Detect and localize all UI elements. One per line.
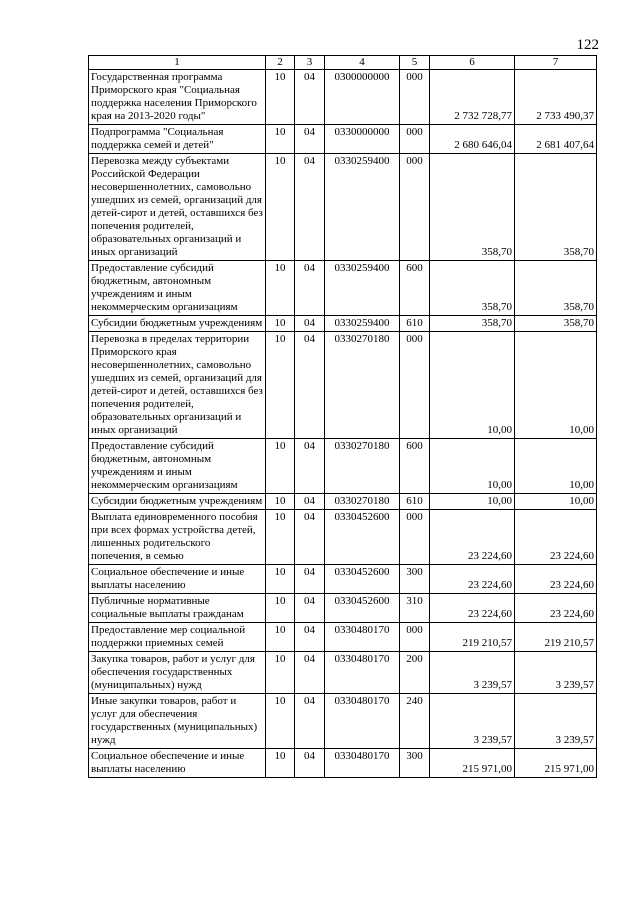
row-amount-1-cell: 219 210,57: [430, 623, 515, 652]
table-row: [89, 623, 597, 652]
row-section-cell: 10: [266, 332, 295, 439]
row-subsection-cell: 04: [295, 494, 325, 510]
row-subsection-cell: 04: [295, 623, 325, 652]
header-cell-1: 1: [89, 56, 266, 70]
table-row: [89, 125, 597, 154]
row-amount-2-cell: 358,70: [515, 261, 597, 316]
header-cell-6: 6: [430, 56, 515, 70]
row-expense-type-cell: 600: [400, 439, 430, 494]
row-subsection-cell: 04: [295, 652, 325, 694]
row-amount-2-cell: 3 239,57: [515, 652, 597, 694]
row-section-cell: 10: [266, 316, 295, 332]
row-amount-2-cell: 10,00: [515, 494, 597, 510]
row-section-cell: 10: [266, 749, 295, 778]
row-amount-2-cell: 23 224,60: [515, 594, 597, 623]
row-expense-type-cell: 000: [400, 332, 430, 439]
row-amount-2-cell: 358,70: [515, 154, 597, 261]
row-amount-1-cell: 10,00: [430, 332, 515, 439]
row-name-cell: Закупка товаров, работ и услуг для обеспечения государственных (муниципальных) нужд: [89, 652, 266, 694]
header-cell-3: 3: [295, 56, 325, 70]
row-section-cell: 10: [266, 565, 295, 594]
header-row: [89, 56, 597, 70]
row-subsection-cell: 04: [295, 565, 325, 594]
row-subsection-cell: 04: [295, 316, 325, 332]
row-amount-2-cell: 215 971,00: [515, 749, 597, 778]
row-expense-type-cell: 000: [400, 125, 430, 154]
row-amount-2-cell: 10,00: [515, 439, 597, 494]
row-section-cell: 10: [266, 510, 295, 565]
row-amount-2-cell: 10,00: [515, 332, 597, 439]
row-subsection-cell: 04: [295, 332, 325, 439]
table-row: [89, 749, 597, 778]
row-name-cell: Подпрограмма "Социальная поддержка семей и детей": [89, 125, 266, 154]
row-target-article-cell: 0330480170: [325, 652, 400, 694]
row-amount-1-cell: 23 224,60: [430, 565, 515, 594]
row-subsection-cell: 04: [295, 439, 325, 494]
row-name-cell: Публичные нормативные социальные выплаты гражданам: [89, 594, 266, 623]
table-row: [89, 154, 597, 261]
row-name-cell: Выплата единовременного пособия при всех формах устройства детей, лишенных родительского попечения, в семью: [89, 510, 266, 565]
row-amount-1-cell: 2 680 646,04: [430, 125, 515, 154]
row-subsection-cell: 04: [295, 594, 325, 623]
row-target-article-cell: 0330259400: [325, 261, 400, 316]
row-expense-type-cell: 240: [400, 694, 430, 749]
row-target-article-cell: 0300000000: [325, 70, 400, 125]
table-body: [89, 56, 597, 778]
row-amount-1-cell: 3 239,57: [430, 694, 515, 749]
row-name-cell: Иные закупки товаров, работ и услуг для обеспечения государственных (муниципальных) нужд: [89, 694, 266, 749]
row-amount-1-cell: 3 239,57: [430, 652, 515, 694]
row-name-cell: Предоставление субсидий бюджетным, автономным учреждениям и иным некоммерческим организациям: [89, 439, 266, 494]
row-amount-1-cell: 23 224,60: [430, 594, 515, 623]
row-subsection-cell: 04: [295, 510, 325, 565]
row-expense-type-cell: 200: [400, 652, 430, 694]
row-name-cell: Субсидии бюджетным учреждениям: [89, 494, 266, 510]
row-amount-1-cell: 358,70: [430, 261, 515, 316]
row-amount-1-cell: 358,70: [430, 316, 515, 332]
row-amount-2-cell: 3 239,57: [515, 694, 597, 749]
row-subsection-cell: 04: [295, 749, 325, 778]
row-subsection-cell: 04: [295, 154, 325, 261]
row-expense-type-cell: 000: [400, 623, 430, 652]
row-target-article-cell: 0330452600: [325, 510, 400, 565]
row-subsection-cell: 04: [295, 694, 325, 749]
row-expense-type-cell: 610: [400, 494, 430, 510]
row-target-article-cell: 0330000000: [325, 125, 400, 154]
row-amount-2-cell: 358,70: [515, 316, 597, 332]
row-target-article-cell: 0330270180: [325, 439, 400, 494]
table-row: [89, 510, 597, 565]
row-amount-1-cell: 358,70: [430, 154, 515, 261]
row-amount-1-cell: 10,00: [430, 494, 515, 510]
row-target-article-cell: 0330270180: [325, 332, 400, 439]
row-expense-type-cell: 000: [400, 70, 430, 125]
row-section-cell: 10: [266, 494, 295, 510]
row-section-cell: 10: [266, 439, 295, 494]
header-cell-5: 5: [400, 56, 430, 70]
row-name-cell: Социальное обеспечение и иные выплаты населению: [89, 565, 266, 594]
row-subsection-cell: 04: [295, 261, 325, 316]
row-section-cell: 10: [266, 652, 295, 694]
row-name-cell: Государственная программа Приморского края "Социальная поддержка населения Приморского края на 2013-2020 годы": [89, 70, 266, 125]
row-target-article-cell: 0330270180: [325, 494, 400, 510]
row-section-cell: 10: [266, 125, 295, 154]
header-cell-7: 7: [515, 56, 597, 70]
row-target-article-cell: 0330480170: [325, 623, 400, 652]
row-target-article-cell: 0330480170: [325, 694, 400, 749]
row-expense-type-cell: 000: [400, 154, 430, 261]
row-amount-1-cell: 23 224,60: [430, 510, 515, 565]
row-section-cell: 10: [266, 594, 295, 623]
row-name-cell: Социальное обеспечение и иные выплаты населению: [89, 749, 266, 778]
budget-table: [88, 55, 597, 778]
row-amount-2-cell: 23 224,60: [515, 565, 597, 594]
row-section-cell: 10: [266, 623, 295, 652]
row-amount-2-cell: 2 733 490,37: [515, 70, 597, 125]
row-amount-2-cell: 219 210,57: [515, 623, 597, 652]
row-target-article-cell: 0330259400: [325, 154, 400, 261]
page-number: 122: [576, 37, 599, 53]
header-cell-4: 4: [325, 56, 400, 70]
row-amount-1-cell: 10,00: [430, 439, 515, 494]
row-amount-1-cell: 215 971,00: [430, 749, 515, 778]
row-target-article-cell: 0330452600: [325, 565, 400, 594]
row-target-article-cell: 0330259400: [325, 316, 400, 332]
table-row: [89, 494, 597, 510]
table-row: [89, 439, 597, 494]
row-section-cell: 10: [266, 694, 295, 749]
row-expense-type-cell: 610: [400, 316, 430, 332]
row-name-cell: Предоставление субсидий бюджетным, автономным учреждениям и иным некоммерческим организациям: [89, 261, 266, 316]
table-row: [89, 565, 597, 594]
row-name-cell: Перевозка между субъектами Российской Федерации несовершеннолетних, самовольно ушедших из семей, организаций для детей-сирот и детей, оставшихся без попечения родителей, образовательных организаций и иных организаций: [89, 154, 266, 261]
row-amount-1-cell: 2 732 728,77: [430, 70, 515, 125]
table-row: [89, 70, 597, 125]
row-amount-2-cell: 2 681 407,64: [515, 125, 597, 154]
row-name-cell: Предоставление мер социальной поддержки приемных семей: [89, 623, 266, 652]
table-row: [89, 261, 597, 316]
table-row: [89, 332, 597, 439]
row-expense-type-cell: 300: [400, 749, 430, 778]
header-cell-2: 2: [266, 56, 295, 70]
table-row: [89, 694, 597, 749]
row-expense-type-cell: 000: [400, 510, 430, 565]
row-section-cell: 10: [266, 261, 295, 316]
row-expense-type-cell: 600: [400, 261, 430, 316]
table-row: [89, 652, 597, 694]
row-section-cell: 10: [266, 70, 295, 125]
row-amount-2-cell: 23 224,60: [515, 510, 597, 565]
row-subsection-cell: 04: [295, 70, 325, 125]
row-section-cell: 10: [266, 154, 295, 261]
row-subsection-cell: 04: [295, 125, 325, 154]
row-expense-type-cell: 300: [400, 565, 430, 594]
row-name-cell: Субсидии бюджетным учреждениям: [89, 316, 266, 332]
table-row: [89, 316, 597, 332]
row-target-article-cell: 0330480170: [325, 749, 400, 778]
row-name-cell: Перевозка в пределах территории Приморского края несовершеннолетних, самовольно ушедших из семей, организаций для детей-сирот и детей, оставшихся без попечения родителей, образовательных организаций и иных организаций: [89, 332, 266, 439]
row-expense-type-cell: 310: [400, 594, 430, 623]
table-row: [89, 594, 597, 623]
row-target-article-cell: 0330452600: [325, 594, 400, 623]
